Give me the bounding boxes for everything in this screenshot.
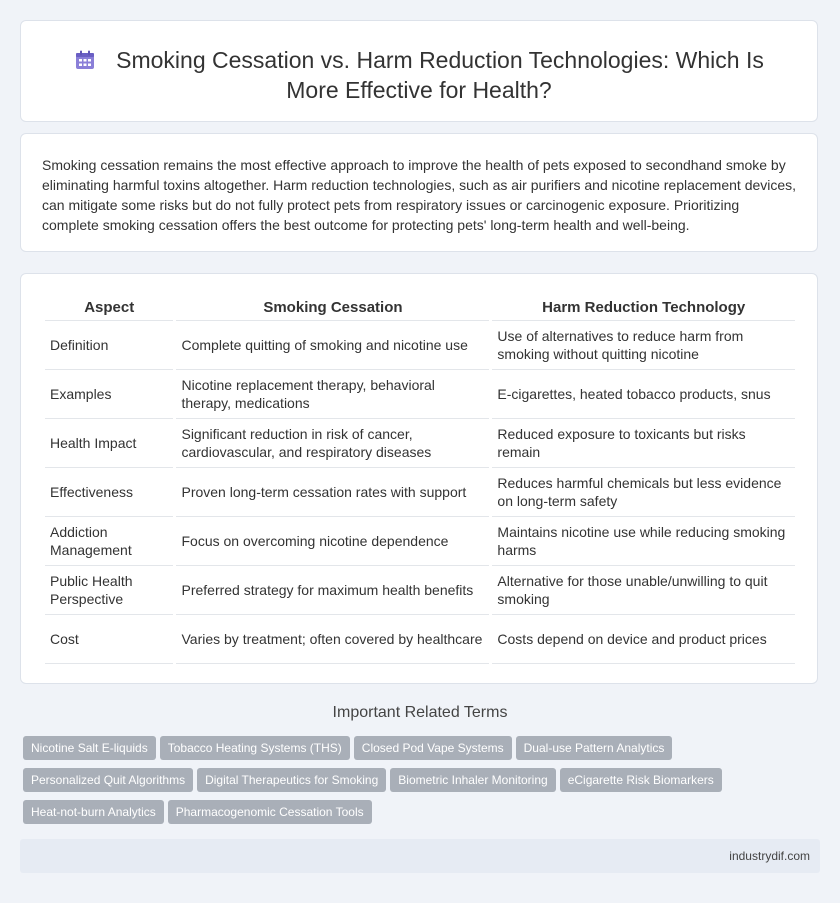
harm-reduction-cell: Reduced exposure to toxicants but risks remain xyxy=(492,419,795,468)
aspect-cell: Public Health Perspective xyxy=(45,566,173,615)
aspect-cell: Examples xyxy=(45,370,173,419)
harm-reduction-cell: Alternative for those unable/unwilling to quit smoking xyxy=(492,566,795,615)
related-term-tag[interactable]: Biometric Inhaler Monitoring xyxy=(390,768,555,792)
related-terms-list xyxy=(23,736,783,832)
harm-reduction-cell: E-cigarettes, heated tobacco products, snus xyxy=(492,370,795,419)
table-row xyxy=(45,419,795,468)
table-row xyxy=(45,566,795,615)
cessation-cell: Varies by treatment; often covered by healthcare xyxy=(176,615,489,664)
related-term-tag[interactable]: Nicotine Salt E-liquids xyxy=(23,736,156,760)
table-row xyxy=(45,370,795,419)
cessation-cell: Focus on overcoming nicotine dependence xyxy=(176,517,489,566)
related-term-tag[interactable]: Pharmacogenomic Cessation Tools xyxy=(168,800,372,824)
cessation-cell: Complete quitting of smoking and nicotine use xyxy=(176,321,489,370)
related-term-tag[interactable]: Dual-use Pattern Analytics xyxy=(516,736,673,760)
header-aspect: Aspect xyxy=(45,294,173,321)
related-term-tag[interactable]: eCigarette Risk Biomarkers xyxy=(560,768,722,792)
cessation-cell: Significant reduction in risk of cancer, cardiovascular, and respiratory diseases xyxy=(176,419,489,468)
cessation-cell: Nicotine replacement therapy, behavioral therapy, medications xyxy=(176,370,489,419)
calendar-icon xyxy=(74,48,96,70)
related-term-tag[interactable]: Digital Therapeutics for Smoking xyxy=(197,768,386,792)
related-term-tag[interactable]: Heat-not-burn Analytics xyxy=(23,800,164,824)
harm-reduction-cell: Maintains nicotine use while reducing smoking harms xyxy=(492,517,795,566)
header-harm-reduction: Harm Reduction Technology xyxy=(492,294,795,321)
cessation-cell: Proven long-term cessation rates with support xyxy=(176,468,489,517)
harm-reduction-cell: Use of alternatives to reduce harm from smoking without quitting nicotine xyxy=(492,321,795,370)
related-term-tag[interactable]: Closed Pod Vape Systems xyxy=(354,736,512,760)
intro-card xyxy=(20,133,818,252)
aspect-cell: Addiction Management xyxy=(45,517,173,566)
footer-site-link[interactable]: industrydif.com xyxy=(729,849,810,863)
table-header-row xyxy=(45,294,795,321)
aspect-cell: Health Impact xyxy=(45,419,173,468)
harm-reduction-cell: Reduces harmful chemicals but less evidence on long-term safety xyxy=(492,468,795,517)
aspect-cell: Cost xyxy=(45,615,173,664)
cessation-cell: Preferred strategy for maximum health benefits xyxy=(176,566,489,615)
table-row xyxy=(45,615,795,664)
page-title xyxy=(61,45,777,105)
footer xyxy=(20,839,820,873)
related-terms-heading: Important Related Terms xyxy=(332,704,508,721)
header-smoking-cessation: Smoking Cessation xyxy=(176,294,489,321)
comparison-table xyxy=(42,294,798,664)
table-row xyxy=(45,321,795,370)
table-row xyxy=(45,468,795,517)
table-row xyxy=(45,517,795,566)
harm-reduction-cell: Costs depend on device and product prices xyxy=(492,615,795,664)
aspect-cell: Effectiveness xyxy=(45,468,173,517)
related-term-tag[interactable]: Personalized Quit Algorithms xyxy=(23,768,193,792)
intro-paragraph: Smoking cessation remains the most effective approach to improve the health of pets exposed to secondhand smoke by eliminating harmful toxins altogether. Harm reduction technologies, such as air purifiers and nicotine replacement devices, can mitigate some risks but do not fully protect pets from respiratory issues or carcinogenic exposure. Prioritizing complete smoking cessation offers the best outcome for protecting pets' long-term health and well-being. xyxy=(42,157,797,233)
related-term-tag[interactable]: Tobacco Heating Systems (THS) xyxy=(160,736,350,760)
aspect-cell: Definition xyxy=(45,321,173,370)
page-title-text: Smoking Cessation vs. Harm Reduction Technologies: Which Is More Effective for Health? xyxy=(116,47,764,103)
comparison-card xyxy=(20,273,818,684)
title-card xyxy=(20,20,818,122)
